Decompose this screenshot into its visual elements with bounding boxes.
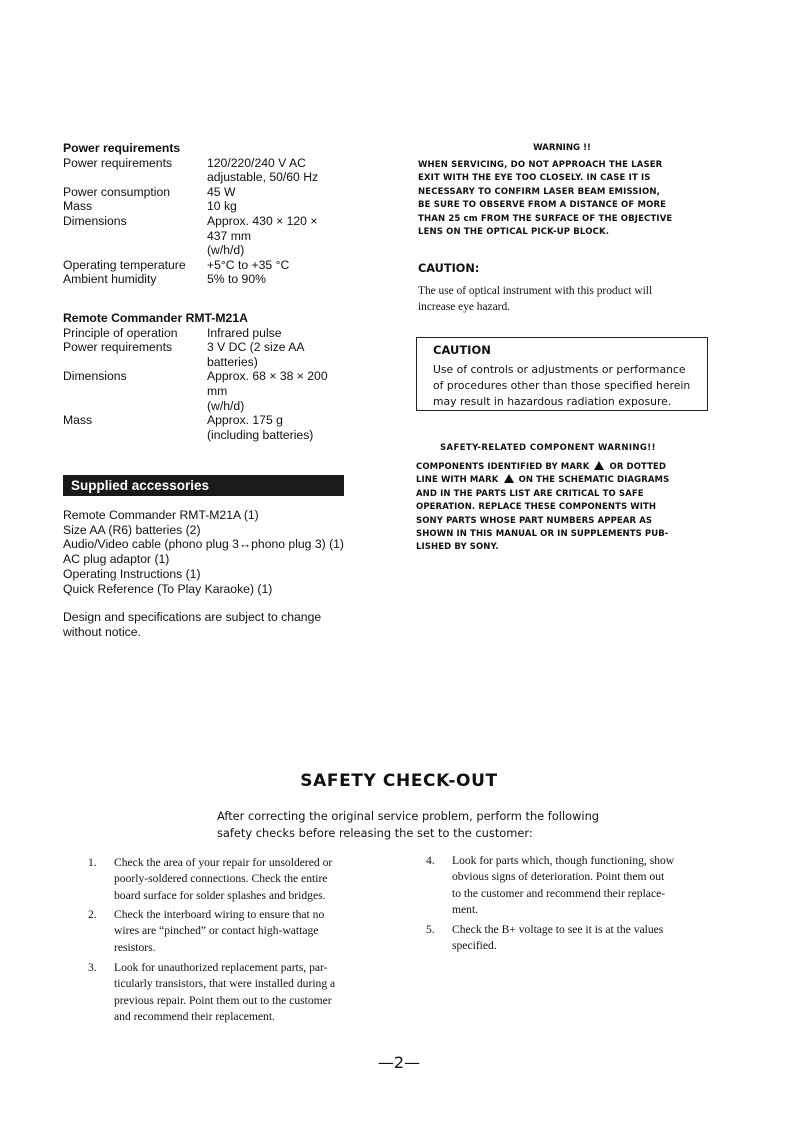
spec-value-line: 3 V DC (2 size AA — [207, 340, 305, 355]
spec-value — [207, 156, 347, 185]
accessory-item: Operating Instructions (1) — [63, 566, 201, 581]
accessories-banner — [63, 475, 344, 496]
caution-text — [418, 283, 710, 315]
power-spec-table — [63, 156, 347, 287]
design-note-line: Design and specifications are subject to change — [63, 610, 322, 624]
spec-row — [63, 185, 347, 200]
caution-box-line: of procedures other than those specified herein — [433, 379, 691, 392]
safety-line — [416, 474, 706, 487]
spec-value-line: mm — [207, 383, 228, 398]
item-line: Check the interboard wiring to ensure that no — [114, 908, 325, 921]
spec-value-line: Approx. 430 × 120 × — [207, 213, 318, 228]
spec-label: Dimensions — [63, 213, 127, 228]
caution-line: increase eye hazard. — [418, 301, 511, 313]
caution-box — [416, 337, 708, 411]
item-number: 3. — [88, 961, 97, 974]
spec-label: Mass — [63, 199, 93, 214]
spec-value — [207, 214, 347, 258]
item-line: Look for parts which, though functioning, show — [452, 854, 675, 867]
item-line: poorly-soldered connections. Check the entire — [114, 872, 328, 886]
safety-line-text: OR DOTTED — [609, 462, 667, 472]
caution-box-title: CAUTION — [433, 343, 491, 357]
item-line: board surface for solder splashes and bridges. — [114, 888, 326, 902]
warning-line: BE SURE TO OBSERVE FROM A DISTANCE OF MORE — [418, 200, 667, 211]
item-number: 4. — [426, 854, 435, 867]
safety-checkout-intro — [217, 808, 617, 841]
spec-value — [207, 326, 347, 341]
intro-line: safety checks before releasing the set to the customer: — [217, 825, 533, 840]
checkout-item-5 — [426, 922, 716, 956]
item-line: resistors. — [114, 940, 156, 954]
warning-line: WHEN SERVICING, DO NOT APPROACH THE LASER — [418, 160, 663, 170]
warning-line: EXIT WITH THE EYE TOO CLOSELY. IN CASE IT IS — [418, 173, 651, 184]
safety-line: LISHED BY SONY. — [416, 542, 499, 553]
intro-line: After correcting the original service problem, perform the following — [217, 809, 600, 823]
accessories-heading: Supplied accessories — [71, 478, 210, 493]
safety-line-text: ON THE SCHEMATIC DIAGRAMS — [518, 475, 670, 486]
spec-row — [63, 340, 347, 369]
accessories-list — [63, 508, 383, 596]
checkout-item-2 — [88, 907, 378, 957]
item-line: obvious signs of deterioration. Point them out — [452, 870, 665, 884]
spec-value-line: 45 W — [207, 184, 236, 199]
item-line: ticularly transistors, that were installed during a — [114, 977, 336, 991]
spec-value — [207, 258, 347, 273]
remote-spec-table — [63, 326, 347, 443]
item-number: 5. — [426, 923, 435, 936]
warning-line: NECESSARY TO CONFIRM LASER BEAM EMISSION, — [418, 186, 660, 197]
spec-row — [63, 156, 347, 185]
spec-row — [63, 326, 347, 341]
safety-line-text: COMPONENTS IDENTIFIED BY MARK — [416, 462, 590, 472]
spec-label: Principle of operation — [63, 325, 178, 340]
power-heading: Power requirements — [63, 141, 181, 155]
spec-value-line: 120/220/240 V AC — [207, 155, 306, 170]
safety-line: SHOWN IN THIS MANUAL OR IN SUPPLEMENTS PUB- — [416, 529, 669, 540]
spec-row — [63, 272, 347, 287]
safety-checkout-title: SAFETY CHECK-OUT — [300, 771, 498, 791]
spec-label: Mass — [63, 413, 93, 428]
design-note — [63, 610, 383, 639]
spec-row — [63, 199, 347, 214]
spec-value — [207, 185, 347, 200]
accessory-item: Audio/Video cable (phono plug 3↔phono plug 3) (1) — [63, 537, 344, 552]
caution-box-line: may result in hazardous radiation exposure. — [433, 395, 672, 408]
checkout-item-4 — [426, 853, 716, 919]
caution-line: The use of optical instrument with this product will — [418, 285, 653, 297]
spec-value-line: +5°C to +35 °C — [207, 257, 290, 272]
spec-label: Ambient humidity — [63, 272, 157, 287]
spec-value-line: (w/h/d) — [207, 398, 245, 413]
spec-label: Power requirements — [63, 340, 173, 355]
spec-label: Power consumption — [63, 184, 171, 199]
spec-value-line: batteries) — [207, 354, 258, 369]
item-line: and recommend their replacement. — [114, 1009, 275, 1023]
item-line: wires are “pinched” or contact high-wattage — [114, 924, 319, 938]
spec-value — [207, 369, 347, 413]
design-note-line: without notice. — [63, 624, 141, 639]
warning-line: LENS ON THE OPTICAL PICK-UP BLOCK. — [418, 227, 610, 238]
spec-label: Operating temperature — [63, 257, 186, 272]
spec-value-line: adjustable, 50/60 Hz — [207, 170, 319, 185]
spec-value-line: 437 mm — [207, 228, 252, 243]
spec-value-line: 10 kg — [207, 199, 237, 214]
remote-heading: Remote Commander RMT-M21A — [63, 310, 248, 325]
item-number: 2. — [88, 908, 97, 921]
item-line: Check the B+ voltage to see it is at the values — [452, 923, 664, 936]
spec-value-line: Approx. 68 × 38 × 200 — [207, 369, 328, 384]
item-line: Check the area of your repair for unsoldered or — [114, 856, 333, 869]
item-number: 1. — [88, 856, 97, 869]
item-line: ment. — [452, 902, 479, 916]
caution-heading: CAUTION: — [418, 262, 480, 275]
spec-value-line: 5% to 90% — [207, 272, 266, 287]
spec-row — [63, 413, 347, 442]
specifications — [63, 141, 363, 442]
spec-value-line: Approx. 175 g — [207, 413, 283, 428]
accessory-item: Quick Reference (To Play Karaoke) (1) — [63, 581, 273, 596]
spec-value — [207, 272, 347, 287]
page-number: —2— — [377, 1053, 421, 1072]
spec-row — [63, 369, 347, 413]
spec-value-line: (w/h/d) — [207, 243, 245, 258]
spec-row — [63, 258, 347, 273]
warning-triangle-icon — [504, 474, 514, 483]
accessory-item: Remote Commander RMT-M21A (1) — [63, 508, 259, 522]
spec-label: Dimensions — [63, 369, 127, 384]
warning-line: THAN 25 cm FROM THE SURFACE OF THE OBJECTIVE — [418, 213, 673, 224]
spec-value — [207, 199, 347, 214]
caution-box-line: Use of controls or adjustments or performance — [433, 363, 686, 376]
spec-value — [207, 413, 347, 442]
warning-title: WARNING !! — [533, 143, 591, 153]
safety-line: SONY PARTS WHOSE PART NUMBERS APPEAR AS — [416, 515, 653, 526]
item-line: to the customer and recommend their replace- — [452, 886, 666, 900]
spec-value — [207, 340, 347, 369]
spec-row — [63, 214, 347, 258]
safety-line — [416, 461, 706, 474]
safety-line: AND IN THE PARTS LIST ARE CRITICAL TO SAFE — [416, 488, 644, 499]
safety-related-title: SAFETY-RELATED COMPONENT WARNING!! — [440, 443, 656, 453]
spec-label: Power requirements — [63, 155, 173, 170]
spec-value-line: Infrared pulse — [207, 325, 282, 340]
accessory-item: AC plug adaptor (1) — [63, 552, 170, 567]
accessory-item: Size AA (R6) batteries (2) — [63, 522, 201, 537]
laser-warning — [418, 159, 706, 239]
safety-line: OPERATION. REPLACE THESE COMPONENTS WITH — [416, 502, 657, 513]
item-line: specified. — [452, 939, 497, 953]
checkout-item-3 — [88, 960, 378, 1026]
item-line: Look for unauthorized replacement parts, par- — [114, 961, 328, 974]
safety-related-warning — [416, 461, 706, 555]
spec-value-line: (including batteries) — [207, 427, 314, 442]
warning-triangle-icon — [594, 461, 604, 470]
checkout-item-1 — [88, 855, 378, 905]
item-line: previous repair. Point them out to the customer — [114, 993, 332, 1007]
safety-line-text: LINE WITH MARK — [416, 475, 499, 486]
